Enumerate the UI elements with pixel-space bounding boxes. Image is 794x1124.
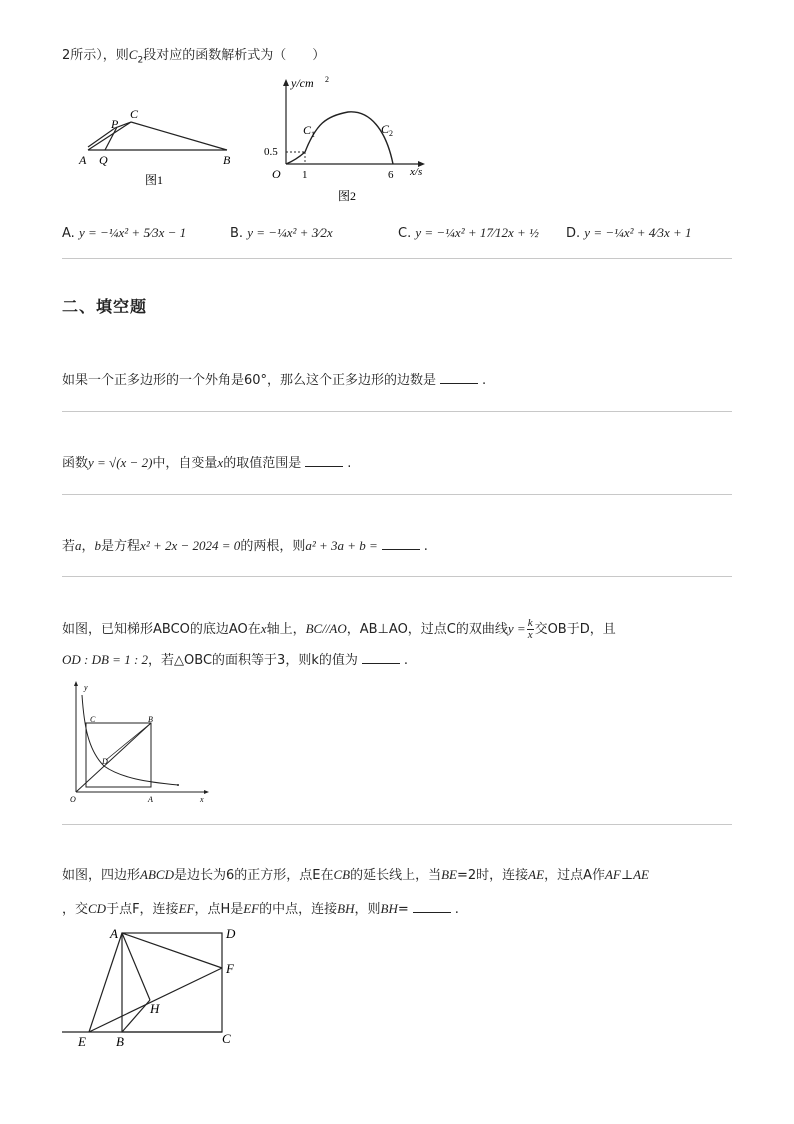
q2-pre: 函数 (62, 456, 89, 471)
label-c: C (130, 107, 139, 121)
c2-sub: 2 (389, 129, 393, 138)
q4-fig-d: D (102, 757, 108, 766)
q5-fig-b: B (116, 1034, 124, 1049)
question-2 (62, 454, 351, 473)
question-1 (62, 371, 486, 390)
q3-mid: 是方程 (101, 539, 141, 554)
c1-sub: 1 (311, 130, 315, 139)
question-3 (62, 537, 428, 556)
q2-expr: y = √(x − 2) (88, 455, 153, 470)
q4-line1-d: 交OB于D，且 (534, 622, 616, 637)
section-title: 二、填空题 (62, 297, 148, 316)
q1-end: . (482, 373, 487, 388)
tick-x-1: 1 (302, 169, 308, 181)
question-4-line-2 (62, 651, 408, 670)
tail-suffix: 段对应的函数解析式为（ ） (143, 48, 326, 63)
q4-frac-den: x (527, 629, 533, 641)
question-5-line-1 (62, 866, 649, 885)
option-b[interactable] (230, 224, 333, 243)
q5-line2-b: 于点F，连接 (106, 902, 179, 917)
q2-end: . (347, 456, 352, 471)
q5-line2-d: 的中点，连接 (259, 902, 338, 917)
q3-sep: ， (81, 539, 95, 554)
q5-line1-d: =2时，连接 (457, 868, 529, 883)
figure-q5-square (60, 922, 250, 1050)
x-axis-label: x/s (410, 166, 423, 178)
q5-ef2: EF (243, 901, 260, 916)
q5-answer-blank[interactable] (413, 900, 451, 913)
q3-pre: 若 (62, 539, 76, 554)
q2-var: x (217, 455, 224, 470)
fig2-caption: 图2 (338, 189, 357, 203)
q3-expr: a² + 3a + b = (305, 538, 378, 553)
figure-q4-hyperbola (66, 680, 216, 808)
q2-post: 的取值范围是 (223, 456, 302, 471)
q3-equation: x² + 2x − 2024 = 0 (140, 538, 241, 553)
divider (62, 411, 732, 412)
q4-fraction (527, 618, 534, 641)
q4-fig-c: C (90, 715, 96, 724)
option-d[interactable] (566, 224, 692, 243)
q4-fig-b: B (148, 715, 153, 724)
q4-ratio: OD : DB = 1 : 2 (62, 652, 149, 667)
q5-cb: CB (333, 867, 351, 882)
q5-be: BE (441, 867, 457, 882)
question-5-line-2 (62, 900, 459, 919)
divider (62, 258, 732, 259)
q4-answer-blank[interactable] (362, 651, 400, 664)
q5-ae: AE (528, 867, 545, 882)
q4-fn: y = (507, 621, 526, 636)
q3-answer-blank[interactable] (382, 537, 420, 550)
option-b-letter: B. (230, 226, 244, 241)
q4-line1-c: ，AB⊥AO，过点C的双曲线 (346, 622, 508, 637)
option-c-expr: y = −¼x² + 17⁄12x + ½ (415, 225, 539, 240)
tail-var: C (128, 47, 138, 62)
tail-sub: 2 (137, 55, 144, 66)
fig1-caption: 图1 (145, 173, 164, 187)
q5-ef: EF (178, 901, 195, 916)
q4-line1-b: 轴上， (266, 622, 306, 637)
q5-end: . (454, 902, 459, 917)
tick-y-05: 0.5 (264, 146, 278, 158)
option-c-letter: C. (398, 226, 412, 241)
origin-label: O (272, 167, 281, 181)
q4-line1-a: 如图，已知梯形ABCO的底边AO在 (62, 622, 261, 637)
q5-bh2: BH (380, 901, 398, 916)
q5-af-perp-ae: AF⊥AE (604, 867, 649, 882)
q4-frac-num: k (527, 617, 533, 629)
q5-line1-b: 是边长为6的正方形，点E在 (173, 868, 334, 883)
q5-line1-a: 如图，四边形 (62, 868, 141, 883)
q5-bh: BH (337, 901, 355, 916)
label-q: Q (99, 153, 108, 167)
option-a[interactable] (62, 224, 186, 243)
q5-fig-f: F (226, 961, 234, 976)
q5-line2-a: ，交 (62, 902, 89, 917)
q3-mid2: 的两根，则 (240, 539, 306, 554)
divider (62, 824, 732, 825)
q4-fig-o: O (70, 795, 76, 804)
divider (62, 576, 732, 577)
label-a: A (79, 153, 87, 167)
q5-fig-d: D (226, 926, 236, 941)
q5-line2-c: ，点H是 (194, 902, 244, 917)
q1-text: 如果一个正多边形的一个外角是60°，那么这个正多边形的边数是 (62, 373, 437, 388)
q4-fig-y: y (84, 683, 88, 692)
q5-abcd: ABCD (140, 867, 174, 882)
option-b-expr: y = −¼x² + 3⁄2x (247, 225, 333, 240)
y-axis-label: y/cm (291, 76, 314, 90)
option-d-expr: y = −¼x² + 4⁄3x + 1 (584, 225, 692, 240)
c1-label: C (303, 123, 312, 137)
label-b: B (223, 153, 231, 167)
q5-line1-e: ，过点A作 (544, 868, 605, 883)
q2-mid: 中，自变量 (152, 456, 218, 471)
figure-1-triangle (75, 100, 250, 192)
q3-end: . (423, 539, 428, 554)
c2-label: C (381, 122, 390, 136)
q4-end: . (403, 653, 408, 668)
option-d-letter: D. (566, 226, 581, 241)
option-a-expr: y = −¼x² + 5⁄3x − 1 (78, 225, 187, 240)
q3-b: b (94, 538, 102, 553)
q5-cd: CD (88, 901, 107, 916)
q5-fig-h: H (150, 1001, 160, 1016)
label-p: P (111, 117, 119, 131)
q3-a: a (75, 538, 82, 553)
divider (62, 494, 732, 495)
q4-fig-a: A (148, 795, 153, 804)
figure-2-graph (258, 74, 438, 204)
option-a-letter: A. (62, 226, 75, 241)
q5-line2-f: = (397, 902, 409, 917)
y-axis-sup: 2 (325, 75, 329, 84)
q5-line2-e: ，则 (354, 902, 381, 917)
q5-fig-e: E (78, 1034, 86, 1049)
q4-line2-a: ，若△OBC的面积等于3，则k的值为 (148, 653, 358, 668)
q5-line1-c: 的延长线上，当 (350, 868, 442, 883)
q4-fig-x: x (200, 795, 204, 804)
tick-x-6: 6 (388, 169, 394, 181)
q4-x: x (260, 621, 267, 636)
question-4-line-1 (62, 618, 616, 641)
tail-prefix: 2所示），则 (62, 48, 129, 63)
q2-answer-blank[interactable] (305, 454, 343, 467)
option-c[interactable] (398, 224, 539, 243)
q5-fig-a: A (110, 926, 118, 941)
q4-parallel: BC//AO (305, 621, 347, 636)
q1-answer-blank[interactable] (440, 371, 478, 384)
prev-question-tail (62, 46, 325, 70)
q5-fig-c: C (222, 1031, 231, 1046)
